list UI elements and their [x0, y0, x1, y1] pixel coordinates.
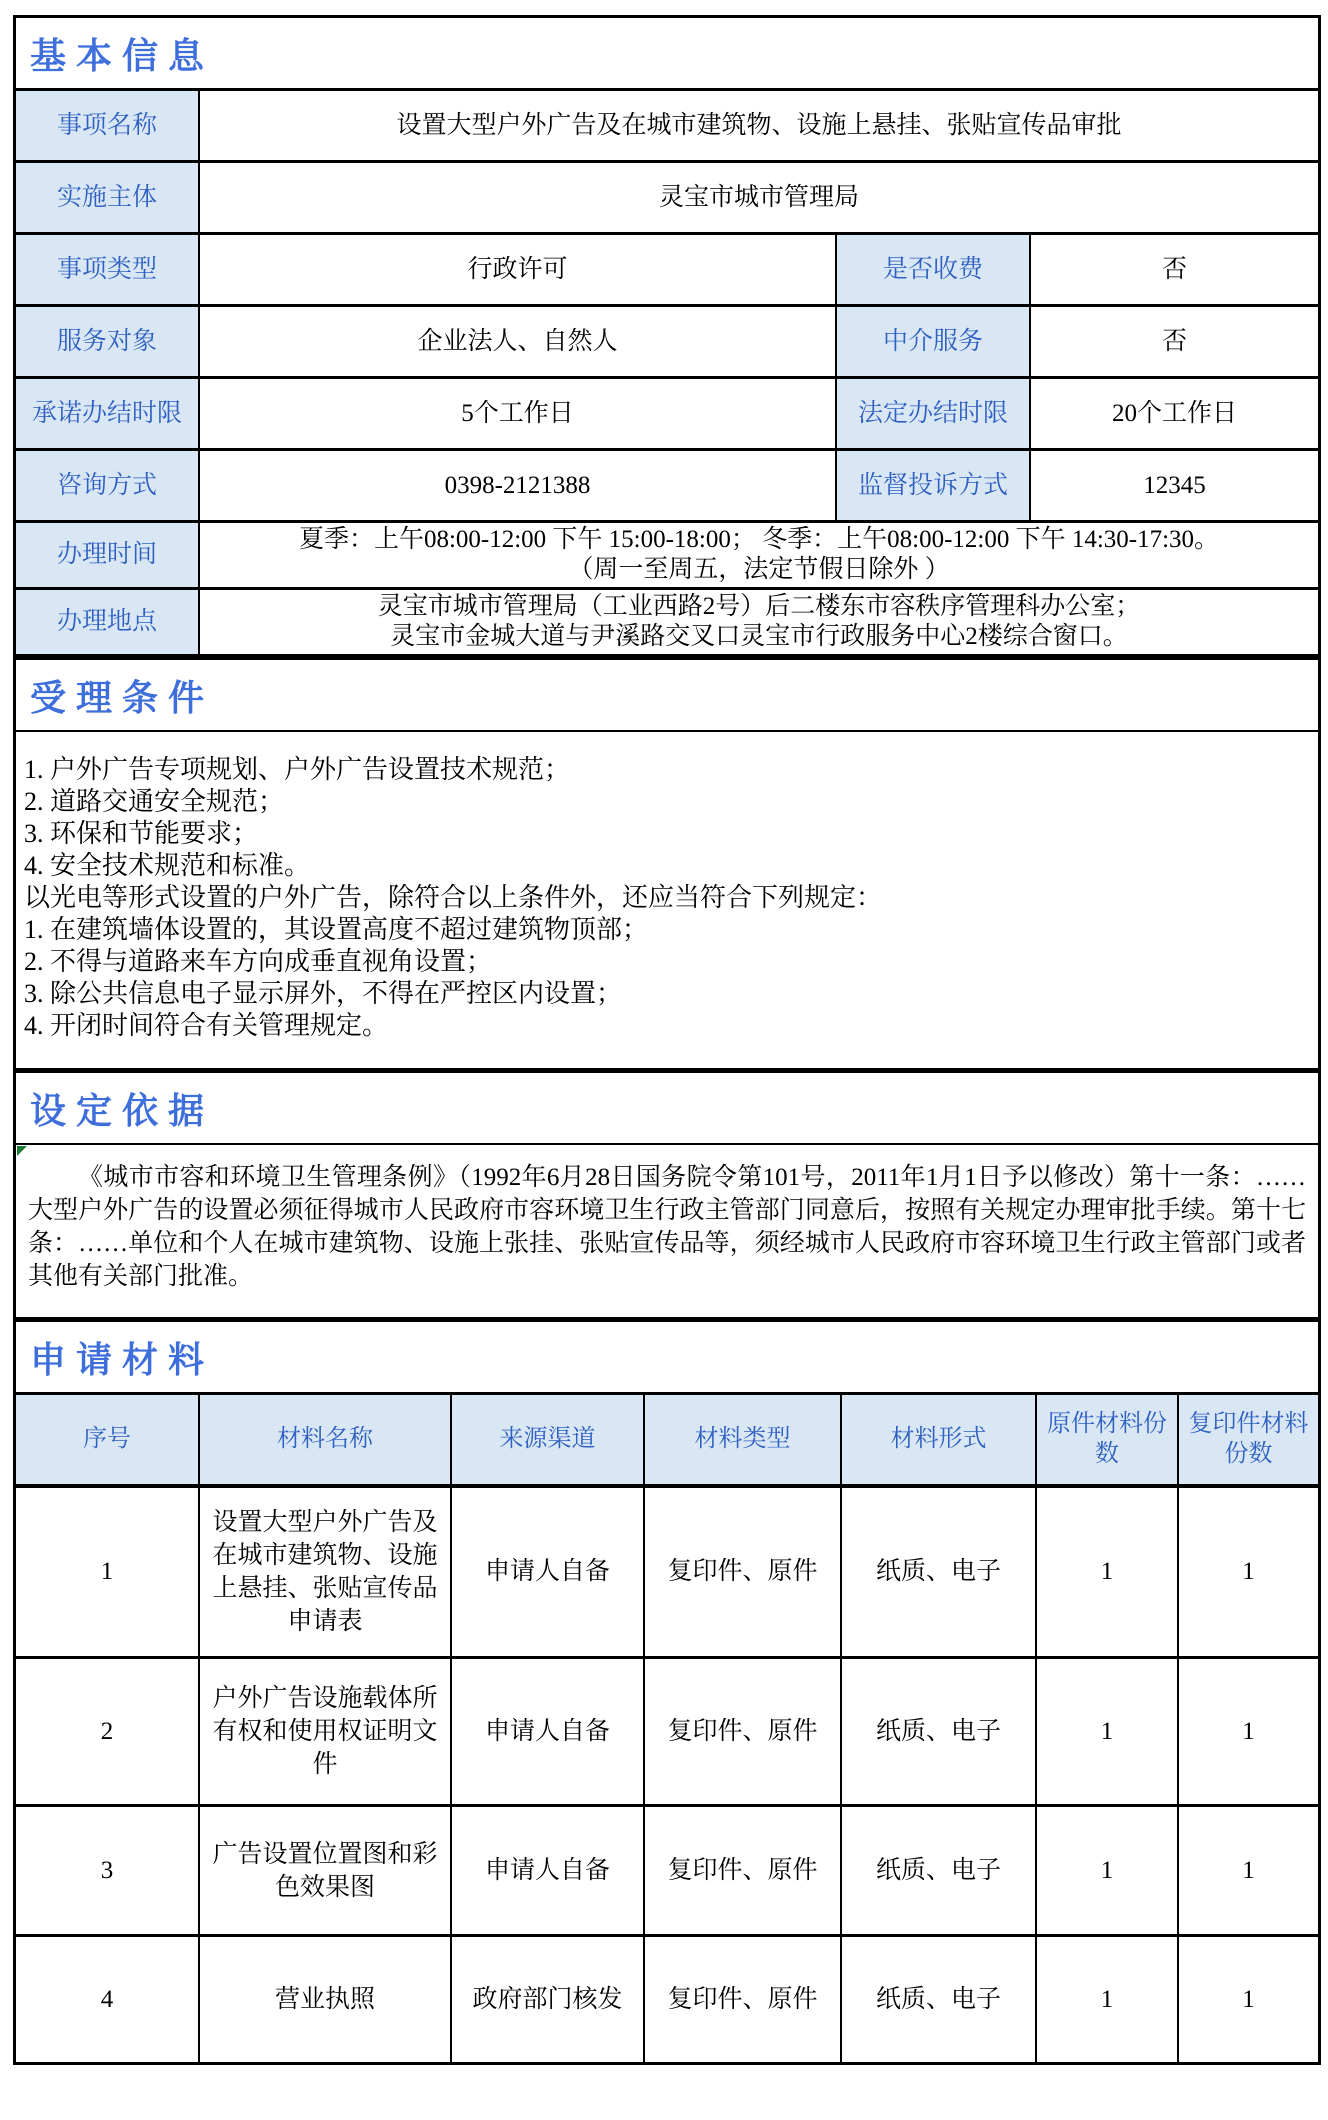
header-cell-material-form: 材料形式 [841, 1394, 1036, 1486]
material-row [16, 1486, 1318, 1658]
table-row [16, 306, 1318, 378]
cell-material-name: 户外广告设施载体所有权和使用权证明文件 [199, 1658, 451, 1806]
application-materials-table [16, 1392, 1318, 2065]
office-location-line2: 灵宝市金城大道与尹溪路交叉口灵宝市行政服务中心2楼综合窗口。 [390, 623, 1128, 650]
field-value-consult-phone: 0398-2121388 [199, 450, 836, 522]
cell-material-type: 复印件、原件 [644, 1936, 841, 2064]
basic-info-table [16, 88, 1318, 657]
cell-material-form: 纸质、电子 [841, 1658, 1036, 1806]
field-label-fee-charged: 是否收费 [836, 234, 1030, 306]
table-row [16, 234, 1318, 306]
cell-photocopy-copies: 1 [1178, 1936, 1318, 2064]
field-label-office-location: 办理地点 [16, 589, 199, 656]
field-value-intermediary-service: 否 [1030, 306, 1318, 378]
header-cell-material-name: 材料名称 [199, 1394, 451, 1486]
field-label-office-hours: 办理时间 [16, 522, 199, 589]
material-row [16, 1936, 1318, 2064]
cell-source-channel: 政府部门核发 [451, 1936, 644, 2064]
field-value-office-hours [199, 522, 1318, 589]
cell-source-channel: 申请人自备 [451, 1658, 644, 1806]
field-value-complaint-phone: 12345 [1030, 450, 1318, 522]
field-value-service-target: 企业法人、自然人 [199, 306, 836, 378]
acceptance-conditions-text [16, 730, 1318, 1068]
field-value-office-location [199, 589, 1318, 656]
table-row [16, 522, 1318, 589]
cell-photocopy-copies: 1 [1178, 1658, 1318, 1806]
condition-line: 3. 除公共信息电子显示屏外，不得在严控区内设置； [24, 979, 623, 1008]
section-title-application-materials: 申请材料 [30, 1338, 215, 1380]
table-row [16, 450, 1318, 522]
cell-seq: 1 [16, 1486, 199, 1658]
condition-line: 以光电等形式设置的户外广告，除符合以上条件外，还应当符合下列规定： [24, 883, 883, 912]
section-title-legal-basis: 设定依据 [30, 1089, 215, 1131]
field-value-implementing-body: 灵宝市城市管理局 [199, 162, 1318, 234]
table-row [16, 162, 1318, 234]
field-value-statutory-time-limit: 20个工作日 [1030, 378, 1318, 450]
condition-line: 4. 安全技术规范和标准。 [24, 851, 311, 880]
cell-comment-marker-icon [17, 1146, 27, 1156]
header-cell-seq: 序号 [16, 1394, 199, 1486]
field-label-implementing-body: 实施主体 [16, 162, 199, 234]
legal-basis-cell [16, 1143, 1318, 1317]
field-label-promised-time-limit: 承诺办结时限 [16, 378, 199, 450]
condition-line: 1. 在建筑墙体设置的，其设置高度不超过建筑物顶部； [24, 915, 649, 944]
field-value-item-name: 设置大型户外广告及在城市建筑物、设施上悬挂、张贴宣传品审批 [199, 90, 1318, 162]
materials-header-row [16, 1394, 1318, 1486]
table-row [16, 589, 1318, 656]
cell-material-form: 纸质、电子 [841, 1806, 1036, 1936]
header-cell-material-type: 材料类型 [644, 1394, 841, 1486]
condition-line: 1. 户外广告专项规划、户外广告设置技术规范； [24, 755, 571, 784]
field-label-service-target: 服务对象 [16, 306, 199, 378]
office-hours-line1: 夏季：上午08:00-12:00 下午 15:00-18:00； 冬季：上午08:00-12:00 下午 14:30-17:30。 [298, 526, 1220, 553]
condition-line: 3. 环保和节能要求； [24, 819, 259, 848]
field-value-promised-time-limit: 5个工作日 [199, 378, 836, 450]
table-row [16, 90, 1318, 162]
section-title-basic-info: 基本信息 [30, 34, 215, 76]
field-value-item-type: 行政许可 [199, 234, 836, 306]
cell-material-name: 广告设置位置图和彩色效果图 [199, 1806, 451, 1936]
cell-seq: 3 [16, 1806, 199, 1936]
header-cell-photocopy-copies: 复印件材料份数 [1178, 1394, 1318, 1486]
cell-material-form: 纸质、电子 [841, 1936, 1036, 2064]
cell-original-copies: 1 [1036, 1658, 1178, 1806]
condition-line: 2. 不得与道路来车方向成垂直视角设置； [24, 947, 493, 976]
approval-item-document [13, 15, 1321, 2065]
field-label-item-type: 事项类型 [16, 234, 199, 306]
office-hours-line2: （周一至周五，法定节假日除外 ） [568, 556, 950, 583]
section-title-acceptance-conditions: 受理条件 [16, 657, 1318, 730]
field-label-item-name: 事项名称 [16, 90, 199, 162]
material-row [16, 1806, 1318, 1936]
cell-original-copies: 1 [1036, 1486, 1178, 1658]
legal-basis-text: 《城市市容和环境卫生管理条例》（1992年6月28日国务院令第101号，2011年1月1日予以修改）第十一条：……大型户外广告的设置必须征得城市人民政府市容环境卫生行政主管部门同意后，按照有关规定办理审批手续。第十七条：……单位和个人在城市建筑物、设施上张挂、张贴宣传品等，须经城市人民政府市容环境卫生行政主管部门或者其他有关部门批准。 [28, 1164, 1306, 1290]
field-label-consult-phone: 咨询方式 [16, 450, 199, 522]
cell-original-copies: 1 [1036, 1806, 1178, 1936]
table-row [16, 378, 1318, 450]
cell-photocopy-copies: 1 [1178, 1486, 1318, 1658]
condition-line: 4. 开闭时间符合有关管理规定。 [24, 1011, 389, 1040]
office-location-line1: 灵宝市城市管理局（工业西路2号）后二楼东市容秩序管理科办公室； [377, 593, 1141, 620]
cell-photocopy-copies: 1 [1178, 1806, 1318, 1936]
header-cell-source-channel: 来源渠道 [451, 1394, 644, 1486]
cell-source-channel: 申请人自备 [451, 1486, 644, 1658]
field-label-statutory-time-limit: 法定办结时限 [836, 378, 1030, 450]
cell-material-name: 设置大型户外广告及在城市建筑物、设施上悬挂、张贴宣传品申请表 [199, 1486, 451, 1658]
field-label-intermediary-service: 中介服务 [836, 306, 1030, 378]
header-cell-original-copies: 原件材料份数 [1036, 1394, 1178, 1486]
cell-seq: 2 [16, 1658, 199, 1806]
cell-seq: 4 [16, 1936, 199, 2064]
cell-material-type: 复印件、原件 [644, 1658, 841, 1806]
condition-line: 2. 道路交通安全规范； [24, 787, 285, 816]
cell-original-copies: 1 [1036, 1936, 1178, 2064]
field-value-fee-charged: 否 [1030, 234, 1318, 306]
field-label-complaint-phone: 监督投诉方式 [836, 450, 1030, 522]
cell-material-type: 复印件、原件 [644, 1486, 841, 1658]
material-row [16, 1658, 1318, 1806]
cell-material-form: 纸质、电子 [841, 1486, 1036, 1658]
cell-material-type: 复印件、原件 [644, 1806, 841, 1936]
cell-source-channel: 申请人自备 [451, 1806, 644, 1936]
cell-material-name: 营业执照 [199, 1936, 451, 2064]
